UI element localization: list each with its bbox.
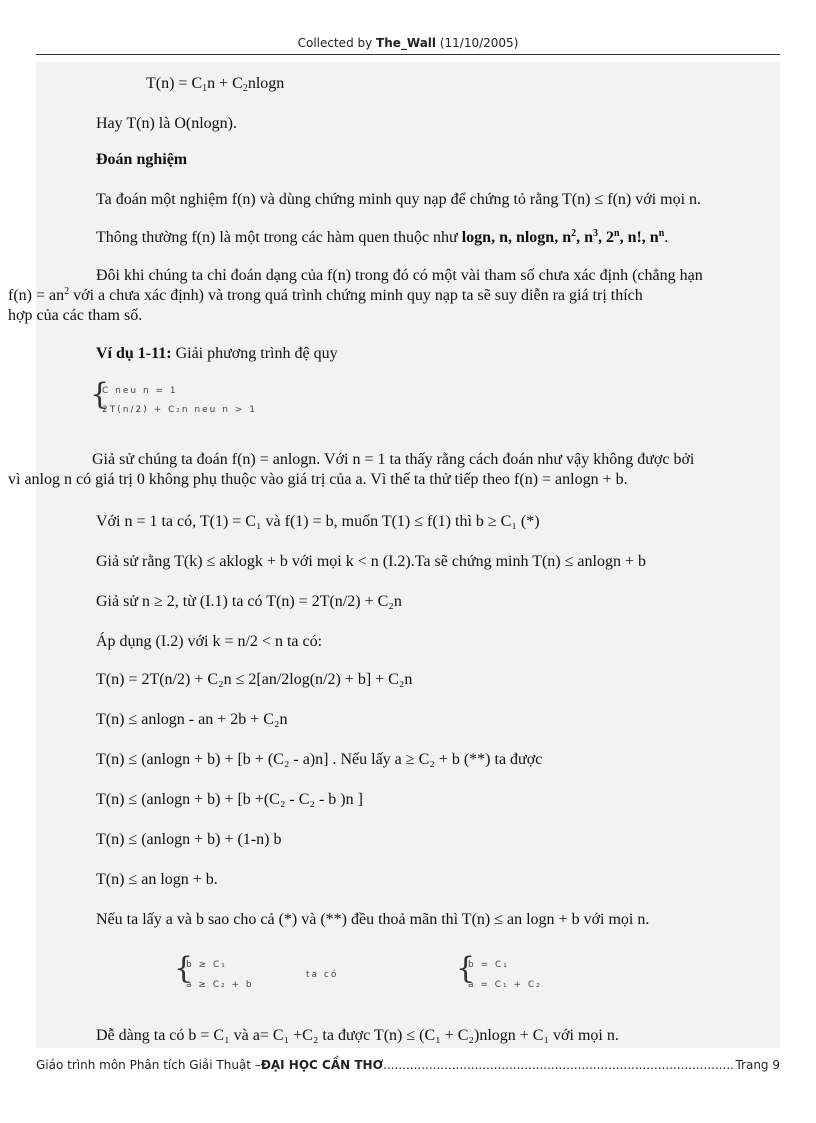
para2-end: . xyxy=(664,229,669,246)
step-1: Với n = 1 ta có, T(1) = C₁ và f(1) = b, muốn T(1) ≤ f(1) thì b ≥ C₁ (*) xyxy=(96,513,540,530)
para2-prefix: Thông thường f(n) là một trong các hàm quen thuộc như xyxy=(96,229,462,246)
eq-top-sub2: 2 xyxy=(242,83,248,94)
eq-top-sub1: 1 xyxy=(202,83,208,94)
paragraph-3-line-3: hợp của các tham số. xyxy=(8,307,143,324)
header-author: The_Wall xyxy=(376,36,437,50)
step-6: T(n) ≤ anlogn - an + 2b + C₂n xyxy=(96,711,288,728)
eq-top-e: nlogn xyxy=(247,75,285,92)
eq-top xyxy=(146,74,284,94)
para2-funcs xyxy=(462,229,665,246)
paragraph-4-line-1: Giả sử chúng ta đoán f(n) = anlogn. Với n = 1 ta thấy rằng cách đoán như vậy không được bởi xyxy=(92,451,695,468)
para3-line2b: với a chưa xác định) và trong quá trình chứng minh quy nạp ta sẽ suy diễn ra giá trị thích xyxy=(69,287,643,304)
para2-sup2: 2 xyxy=(571,228,577,239)
footer-school: ĐẠI HỌC CẦN THƠ xyxy=(260,1058,384,1072)
header-divider xyxy=(36,54,780,55)
page-footer xyxy=(36,1058,780,1072)
step-7: T(n) ≤ (anlogn + b) + [b + (C₂ - a)n] . Nếu lấy a ≥ C₂ + b (**) ta được xyxy=(96,751,543,768)
para2-supn: n xyxy=(614,228,620,239)
footer-page: Trang 9 xyxy=(735,1058,780,1072)
step-2: Giả sử rằng T(k) ≤ aklogk + b với mọi k < n (I.2).Ta sẽ chứng minh T(n) ≤ anlogn + b xyxy=(96,553,646,570)
system-mid: ta có xyxy=(306,970,339,980)
step-5: T(n) = 2T(n/2) + C₂n ≤ 2[an/2log(n/2) + b] + C₂n xyxy=(96,671,413,688)
system-left-top: b ≥ C₁ xyxy=(186,960,227,970)
para2-funcs-text: logn, n, nlogn, n xyxy=(461,229,572,246)
para2-n: , n xyxy=(576,229,594,246)
recurrence-case-2: 2T(n/2) + C₂n neu n > 1 xyxy=(102,405,257,415)
paragraph-1: Ta đoán một nghiệm f(n) và dùng chứng minh quy nạp để chứng tỏ rằng T(n) ≤ f(n) với mọi n. xyxy=(96,191,702,208)
recurrence-case-1: C neu n = 1 xyxy=(102,386,178,396)
para3-sup: 2 xyxy=(64,286,70,297)
footer-dot-leader xyxy=(383,1058,735,1072)
step-3: Giả sử n ≥ 2, từ (I.1) ta có T(n) = 2T(n/2) + C₂n xyxy=(96,593,402,610)
system-right-brace-icon: { xyxy=(456,951,476,986)
step-8: T(n) ≤ (anlogn + b) + [b +(C₂ - C₂ - b )n ] xyxy=(96,791,363,808)
para2-sup3: 3 xyxy=(593,228,599,239)
recurrence-brace-icon: { xyxy=(90,377,110,412)
example-label: Ví dụ 1-11: xyxy=(96,345,172,362)
example-heading xyxy=(96,344,338,364)
conclusion: Dễ dàng ta có b = C₁ và a= C₁ +C₂ ta được T(n) ≤ (C₁ + C₂)nlogn + C₁ với mọi n. xyxy=(96,1027,619,1044)
para2-nfact: , n!, n xyxy=(619,229,659,246)
hay-line: Hay T(n) là O(nlogn). xyxy=(96,115,237,132)
page-header xyxy=(0,36,816,50)
para3-line2a: f(n) = an xyxy=(8,287,65,304)
paragraph-3-line-1: Đôi khi chúng ta chỉ đoán dạng của f(n) trong đó có một vài tham số chưa xác định (chẳng hạn xyxy=(96,267,703,284)
system-right-bottom: a = C₁ + C₂ xyxy=(468,980,542,990)
system-left-bottom: a ≥ C₂ + b xyxy=(186,980,254,990)
system-left-brace-icon: { xyxy=(174,951,194,986)
step-4: Áp dụng (I.2) với k = n/2 < n ta có: xyxy=(96,633,323,650)
para2-supn2: n xyxy=(658,228,665,239)
eq-top-a: T(n) = C xyxy=(146,75,203,92)
step-10: T(n) ≤ an logn + b. xyxy=(96,871,218,888)
system-right-top: b = C₁ xyxy=(468,960,509,970)
example-text: Giải phương trình đệ quy xyxy=(171,345,338,362)
page-content xyxy=(8,62,780,1048)
header-date: (11/10/2005) xyxy=(436,36,519,50)
paragraph-3-line-2 xyxy=(8,286,643,306)
paragraph-4-line-2: vì anlog n có giá trị 0 không phụ thuộc vào giá trị của a. Vì thế ta thử tiếp theo f(n) = anlogn + b. xyxy=(8,471,628,488)
step-11: Nếu ta lấy a và b sao cho cả (*) và (**) đều thoả mãn thì T(n) ≤ an logn + b với mọi n. xyxy=(96,911,650,928)
paragraph-2 xyxy=(96,228,668,248)
header-prefix: Collected by xyxy=(297,36,377,50)
section-title: Đoán nghiệm xyxy=(96,151,188,168)
para2-two: , 2 xyxy=(598,229,615,246)
eq-top-c: n + C xyxy=(207,75,243,92)
footer-prefix: Giáo trình môn Phân tích Giải Thuật – xyxy=(36,1058,261,1072)
step-9: T(n) ≤ (anlogn + b) + (1-n) b xyxy=(96,831,282,848)
